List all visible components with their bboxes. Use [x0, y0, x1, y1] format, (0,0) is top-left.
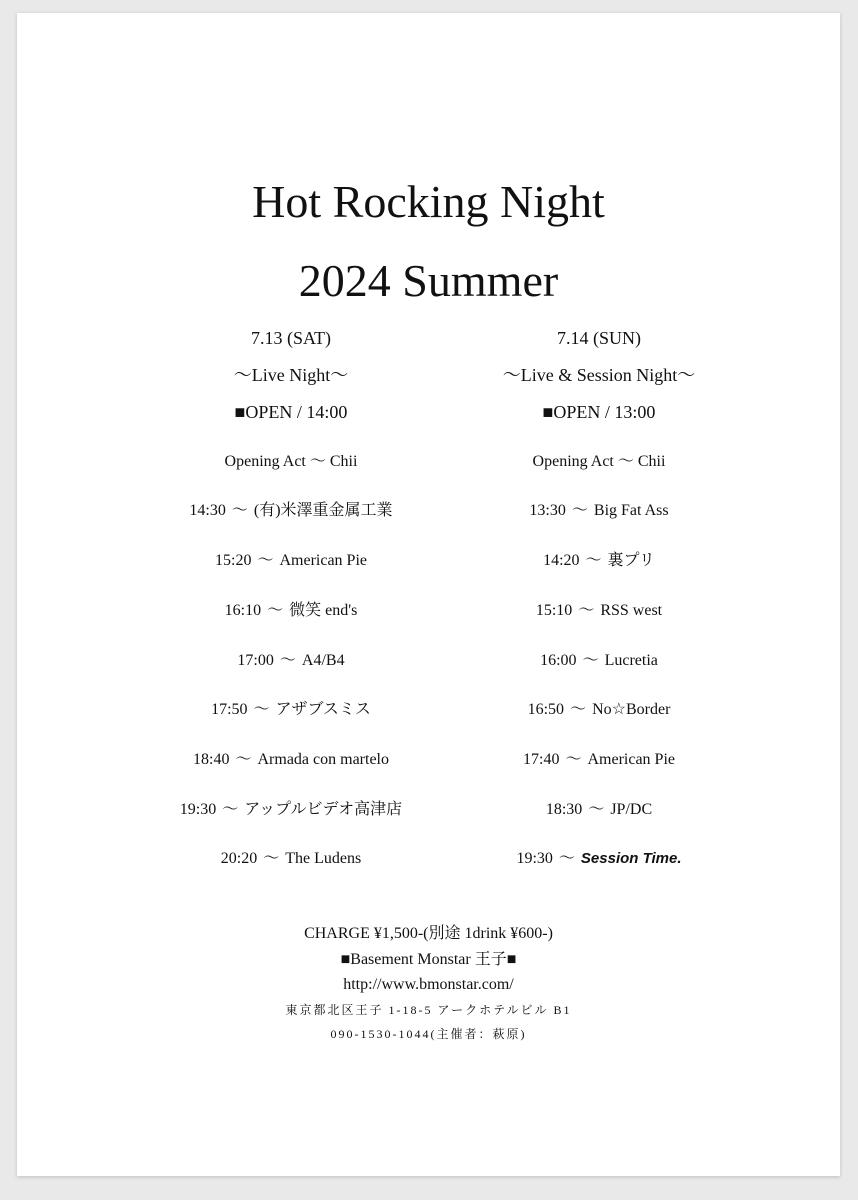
- slot-time: 19:30: [179, 801, 217, 818]
- slot-act: The Ludens: [285, 850, 362, 867]
- slot-act: No☆Border: [592, 701, 671, 718]
- slot-separator: 〜: [267, 602, 284, 619]
- slot-time: 18:40: [193, 751, 230, 768]
- schedule-row: [399, 603, 799, 619]
- schedule-row: [399, 653, 799, 669]
- slot-time: 16:50: [527, 701, 565, 718]
- contact-phone: 090-1530-1044(主催者：萩原): [330, 1027, 527, 1041]
- slot-time: 18:30: [545, 801, 583, 818]
- slot-separator: 〜: [588, 801, 605, 818]
- slot-act: American Pie: [279, 552, 367, 569]
- slot-time: 16:10: [224, 602, 262, 619]
- slot-act: Armada con martelo: [257, 751, 389, 768]
- event-title: Hot Rocking Night: [252, 176, 605, 227]
- slot-time: 20:20: [220, 850, 258, 867]
- slot-act: 微笑 end's: [289, 602, 358, 619]
- venue-name: ■Basement Monstar 王子■: [340, 951, 517, 968]
- slot-time: 15:10: [535, 602, 573, 619]
- venue-url: http://www.bmonstar.com/: [343, 976, 514, 993]
- slot-separator: 〜: [585, 552, 602, 569]
- slot-act: A4/B4: [301, 652, 345, 669]
- slot-time: 17:50: [211, 701, 248, 718]
- slot-act: アザブスミス: [275, 701, 371, 718]
- slot-separator: 〜: [565, 751, 582, 768]
- slot-act: RSS west: [600, 602, 663, 619]
- day-theme: 〜Live Night〜: [233, 365, 349, 385]
- schedule-row: [399, 752, 799, 768]
- slot-time: 13:30: [529, 502, 566, 519]
- slot-time: 14:20: [543, 552, 580, 569]
- slot-act: 裏プリ: [607, 552, 655, 569]
- slot-separator: 〜: [558, 850, 575, 867]
- opening-act: Opening Act 〜 Chii: [532, 453, 666, 470]
- slot-separator: 〜: [279, 652, 296, 669]
- event-subtitle: 2024 Summer: [298, 255, 559, 306]
- slot-time: 15:20: [215, 552, 252, 569]
- slot-act: アップルビデオ高津店: [244, 801, 403, 818]
- slot-act: American Pie: [587, 751, 675, 768]
- slot-act: Lucretia: [604, 652, 658, 669]
- slot-separator: 〜: [582, 652, 599, 669]
- slot-separator: 〜: [231, 502, 248, 519]
- venue-address: 東京都北区王子 1-18-5 アークホテルビル B1: [285, 1003, 572, 1017]
- open-time: ■OPEN / 13:00: [542, 402, 656, 422]
- schedule-row: [399, 553, 799, 569]
- day-date: 7.13 (SAT): [251, 328, 331, 348]
- slot-act: JP/DC: [610, 801, 653, 818]
- day-theme: 〜Live & Session Night〜: [502, 365, 696, 385]
- slot-separator: 〜: [263, 850, 280, 867]
- slot-separator: 〜: [570, 701, 587, 718]
- slot-separator: 〜: [253, 701, 270, 718]
- schedule-row: [399, 702, 799, 718]
- slot-act: Session Time.: [580, 850, 682, 867]
- slot-separator: 〜: [571, 502, 588, 519]
- schedule-row: [399, 802, 799, 818]
- slot-time: 19:30: [516, 850, 553, 867]
- schedule-row: [399, 851, 799, 867]
- schedule-row: [399, 503, 799, 519]
- slot-separator: 〜: [257, 552, 274, 569]
- slot-time: 14:30: [189, 502, 226, 519]
- slot-time: 17:40: [523, 751, 560, 768]
- slot-act: Big Fat Ass: [593, 502, 669, 519]
- open-time: ■OPEN / 14:00: [234, 402, 348, 422]
- slot-separator: 〜: [222, 801, 239, 818]
- slot-time: 16:00: [540, 652, 577, 669]
- slot-act: (有)米澤重金属工業: [253, 502, 393, 519]
- charge-info: CHARGE ¥1,500-(別途 1drink ¥600-): [304, 925, 553, 942]
- slot-separator: 〜: [235, 751, 252, 768]
- opening-act: Opening Act 〜 Chii: [224, 453, 358, 470]
- flyer-sheet: [17, 13, 840, 1176]
- slot-separator: 〜: [578, 602, 595, 619]
- slot-time: 17:00: [237, 652, 274, 669]
- day-date: 7.14 (SUN): [557, 328, 641, 348]
